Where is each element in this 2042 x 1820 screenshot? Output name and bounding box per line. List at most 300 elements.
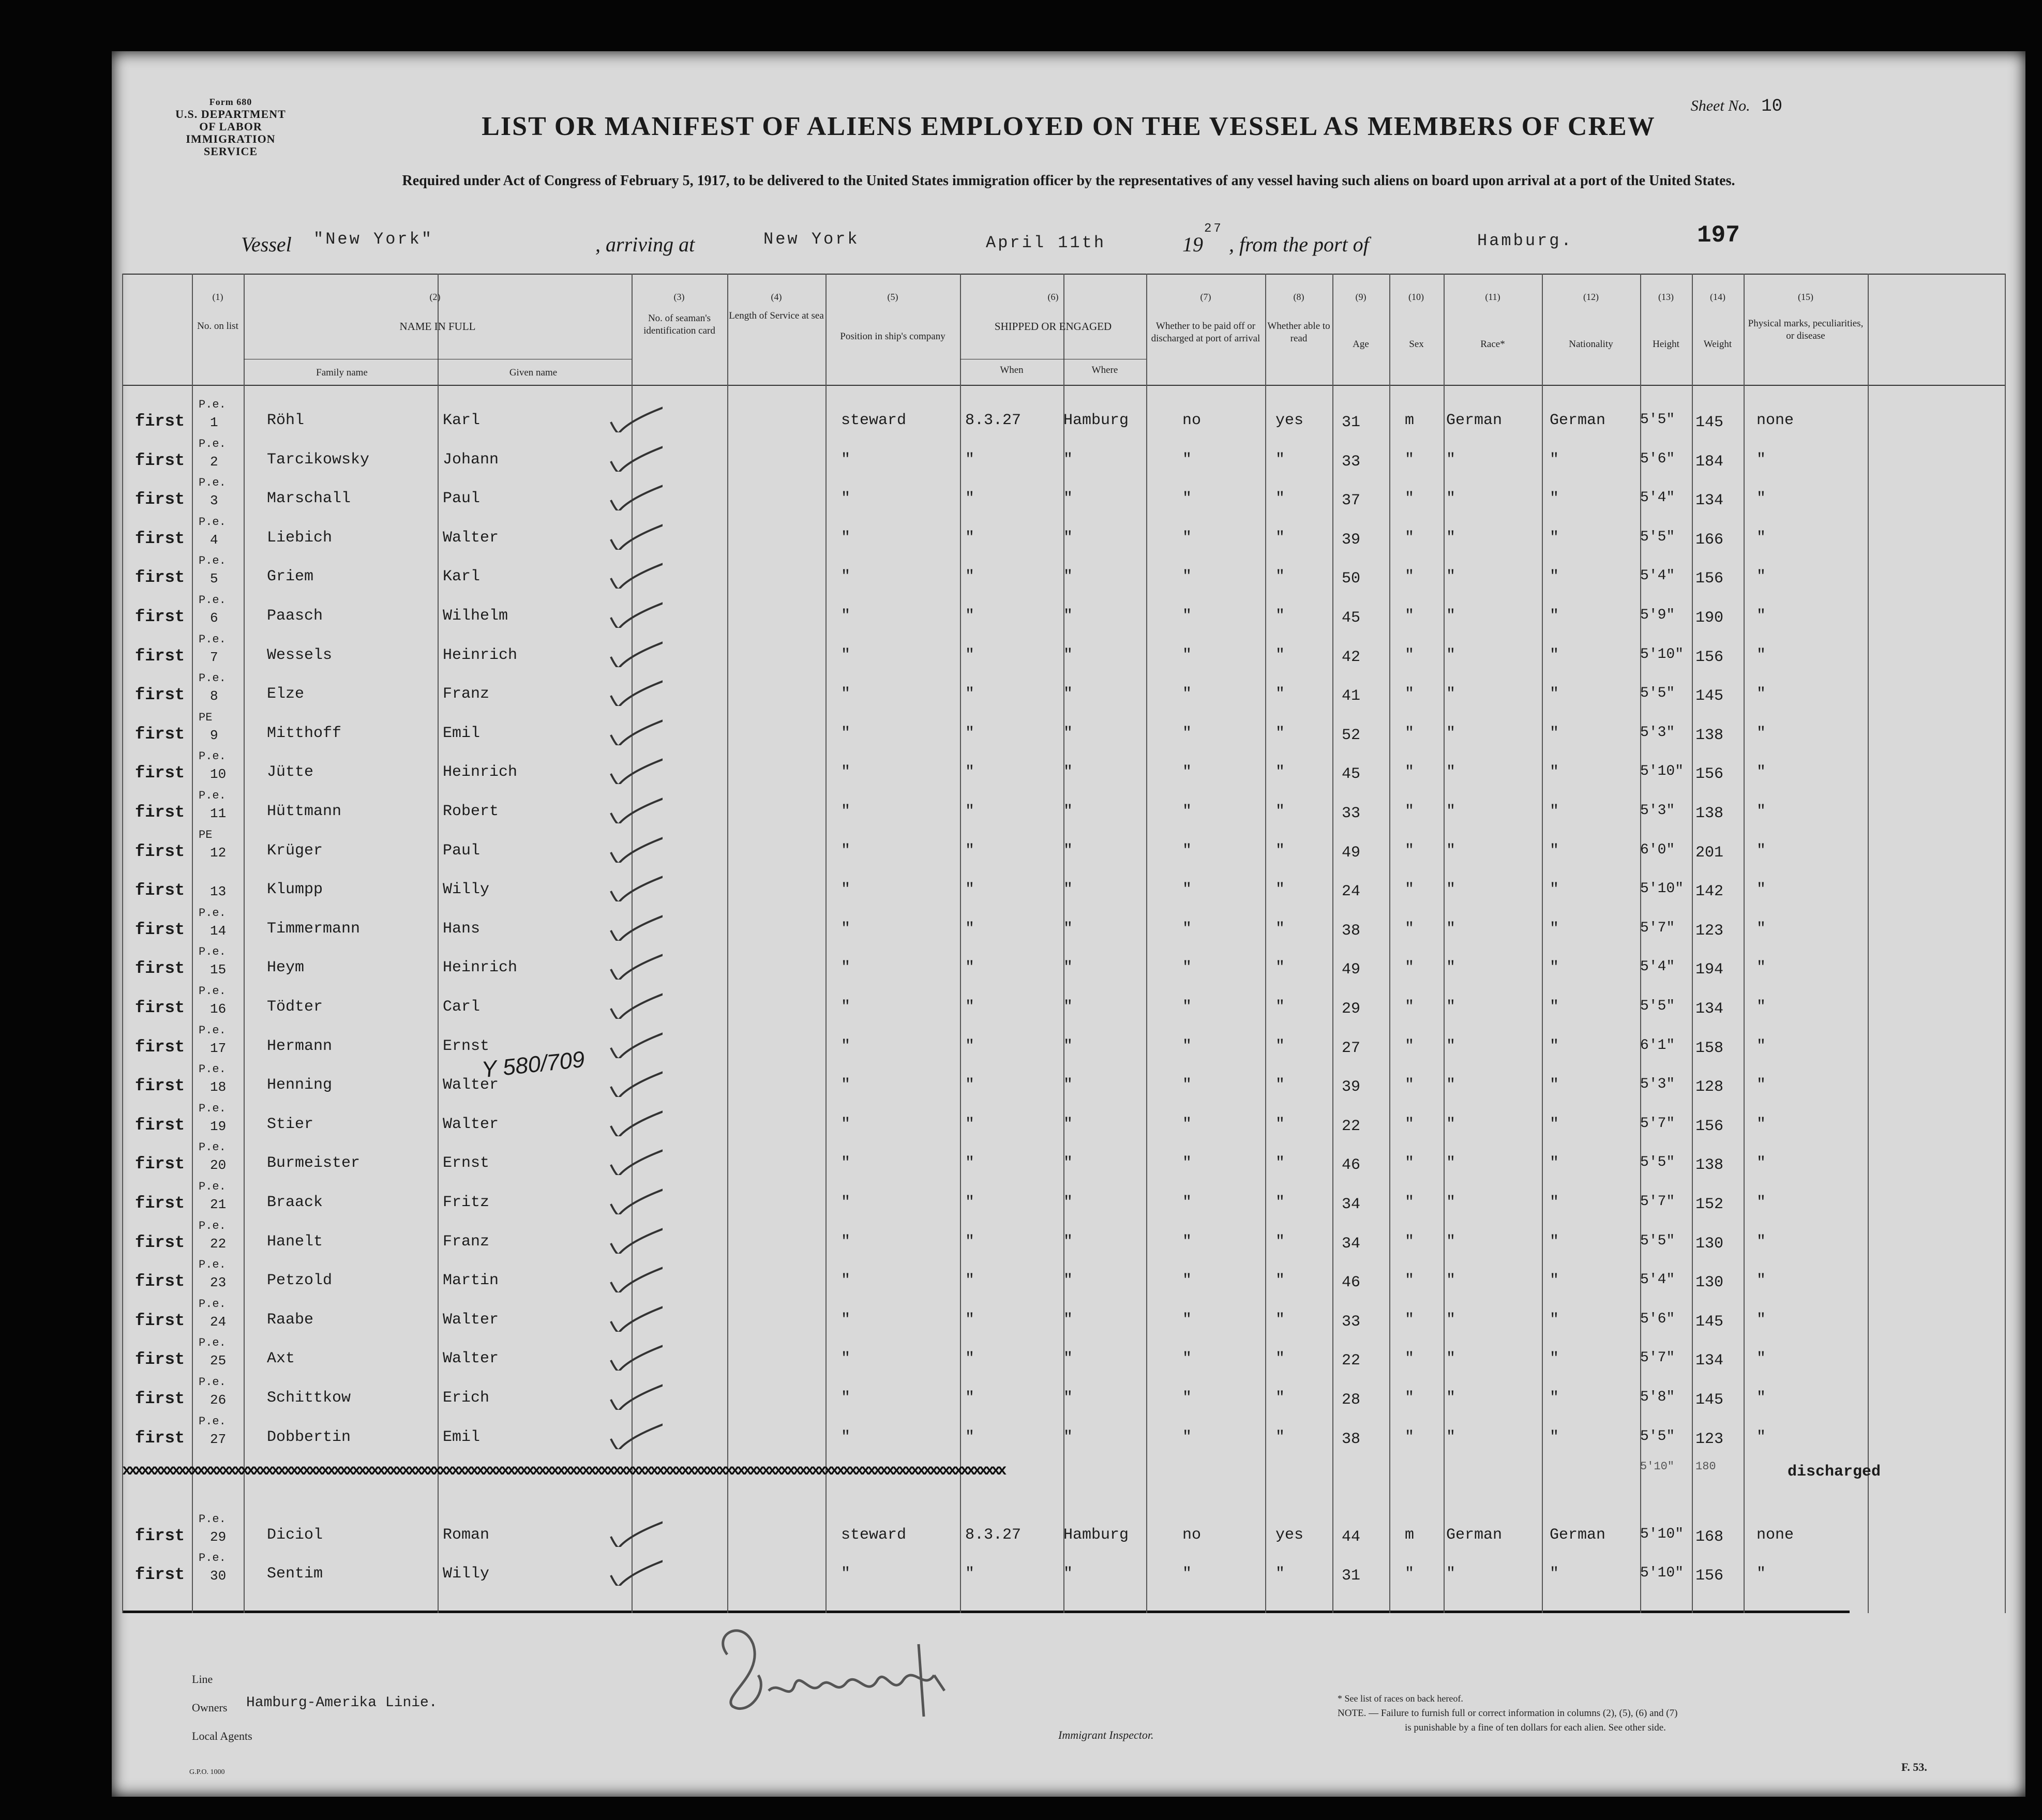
row-age: 41 bbox=[1342, 687, 1361, 705]
check-mark bbox=[600, 670, 663, 706]
check-mark bbox=[600, 435, 663, 472]
check-mark bbox=[600, 983, 663, 1019]
row-age: 33 bbox=[1342, 453, 1361, 471]
row-paid-off-ditto: " bbox=[1182, 568, 1192, 585]
row-nationality-ditto: " bbox=[1550, 451, 1559, 469]
inspector-label: Immigrant Inspector. bbox=[1058, 1728, 1154, 1741]
row-number: 14 bbox=[210, 923, 227, 939]
row-age: 22 bbox=[1342, 1352, 1361, 1370]
column-rule bbox=[1692, 274, 1693, 1613]
row-family-name: Raabe bbox=[267, 1311, 314, 1329]
row-number: 7 bbox=[210, 650, 218, 665]
row-weight: 134 bbox=[1695, 492, 1724, 509]
row-nationality: German bbox=[1550, 1526, 1606, 1544]
row-nationality-ditto: " bbox=[1550, 529, 1559, 547]
row-when-ditto: " bbox=[965, 1350, 975, 1367]
check-mark bbox=[600, 1511, 663, 1547]
row-nationality-ditto: " bbox=[1550, 1194, 1559, 1211]
row-sex-ditto: " bbox=[1405, 959, 1415, 976]
row-height: 5'4" bbox=[1640, 959, 1675, 975]
row-number: 8 bbox=[210, 688, 218, 704]
row-race-ditto: " bbox=[1446, 1389, 1456, 1407]
row-where-ditto: " bbox=[1063, 1428, 1073, 1446]
col-physical-marks: Physical marks, peculiarities, or disease bbox=[1748, 318, 1864, 341]
row-where-ditto: " bbox=[1063, 1116, 1073, 1133]
check-mark bbox=[600, 474, 663, 510]
row-physical-marks-ditto: " bbox=[1756, 685, 1766, 703]
row-where-ditto: " bbox=[1063, 1272, 1073, 1289]
check-mark bbox=[600, 709, 663, 745]
row-height: 5'5" bbox=[1640, 998, 1675, 1014]
col-height: Height bbox=[1653, 339, 1679, 350]
row-family-name: Röhl bbox=[267, 412, 305, 429]
row-weight: 134 bbox=[1695, 1000, 1724, 1018]
row-when-ditto: " bbox=[965, 1037, 975, 1055]
row-where: Hamburg bbox=[1063, 1526, 1129, 1544]
manifest-page bbox=[112, 51, 2025, 1797]
row-number: 12 bbox=[210, 845, 227, 861]
column-rule bbox=[438, 274, 439, 1613]
row-race-ditto: " bbox=[1446, 490, 1456, 507]
footer-line-label: Line bbox=[192, 1673, 213, 1686]
footer-agents-label: Local Agents bbox=[192, 1729, 252, 1742]
col-no-on-list: No. on list bbox=[197, 321, 238, 332]
row-category: first bbox=[135, 490, 185, 509]
row-where-ditto: " bbox=[1063, 998, 1073, 1016]
row-height: 5'7" bbox=[1640, 1194, 1675, 1210]
row-physical-marks-ditto: " bbox=[1756, 1428, 1766, 1446]
from-port: Hamburg. bbox=[1477, 231, 1573, 250]
row-position-ditto: " bbox=[841, 607, 851, 625]
row-position-ditto: " bbox=[841, 685, 851, 703]
row-sex-ditto: " bbox=[1405, 607, 1415, 625]
row-position-ditto: " bbox=[841, 1565, 851, 1583]
vessel-name: "New York" bbox=[313, 230, 434, 249]
row-physical-marks-ditto: " bbox=[1756, 881, 1766, 898]
row-sex-ditto: " bbox=[1405, 568, 1415, 585]
row-given-name: Walter bbox=[443, 529, 499, 547]
row-height: 5'7" bbox=[1640, 1116, 1675, 1132]
column-number: (2) bbox=[429, 292, 441, 302]
column-number: (7) bbox=[1200, 292, 1211, 302]
row-age: 50 bbox=[1342, 570, 1361, 588]
row-category: first bbox=[135, 412, 185, 431]
check-mark bbox=[600, 748, 663, 784]
row-number: 6 bbox=[210, 610, 218, 626]
row-where-ditto: " bbox=[1063, 685, 1073, 703]
row-height: 5'7" bbox=[1640, 920, 1675, 936]
row-height: 5'4" bbox=[1640, 568, 1675, 584]
check-mark bbox=[600, 1061, 663, 1097]
row-when-ditto: " bbox=[965, 1389, 975, 1407]
row-age: 38 bbox=[1342, 1431, 1361, 1448]
row-weight: 156 bbox=[1695, 765, 1724, 783]
row-sex-ditto: " bbox=[1405, 1194, 1415, 1211]
row-race-ditto: " bbox=[1446, 451, 1456, 469]
signature-text: Bushman bbox=[712, 1721, 716, 1722]
column-rule bbox=[1332, 274, 1333, 1613]
row-physical-marks-ditto: " bbox=[1756, 998, 1766, 1016]
check-mark bbox=[600, 1550, 663, 1586]
row-weight: 130 bbox=[1695, 1235, 1724, 1253]
row-pe-mark: P.e. bbox=[199, 438, 226, 450]
row-physical-marks-ditto: " bbox=[1756, 1311, 1766, 1329]
row-number: 23 bbox=[210, 1275, 227, 1290]
row-sex-ditto: " bbox=[1405, 1272, 1415, 1289]
row-weight: 194 bbox=[1695, 961, 1724, 979]
check-mark bbox=[600, 1334, 663, 1371]
row-pe-mark: P.e. bbox=[199, 594, 226, 607]
row-sex-ditto: " bbox=[1405, 1037, 1415, 1055]
row-height: 5'5" bbox=[1640, 529, 1675, 545]
row-category: first bbox=[135, 1233, 185, 1252]
row-race-ditto: " bbox=[1446, 607, 1456, 625]
column-rule bbox=[960, 274, 961, 1613]
column-rule bbox=[825, 274, 827, 1613]
row-when-ditto: " bbox=[965, 1272, 975, 1289]
row-weight: 134 bbox=[1695, 1352, 1724, 1370]
row-race-ditto: " bbox=[1446, 959, 1456, 976]
row-height: 6'1" bbox=[1640, 1037, 1675, 1054]
row-sex-ditto: " bbox=[1405, 1311, 1415, 1329]
row-number: 16 bbox=[210, 1001, 227, 1017]
row-paid-off-ditto: " bbox=[1182, 803, 1192, 820]
row-height: 5'7" bbox=[1640, 1350, 1675, 1366]
row-height: 5'8" bbox=[1640, 1389, 1675, 1405]
row-category: first bbox=[135, 998, 185, 1017]
row-paid-off-ditto: " bbox=[1182, 451, 1192, 469]
row-weight: 190 bbox=[1695, 609, 1724, 627]
row-weight: 168 bbox=[1695, 1528, 1724, 1546]
row-height: 5'9" bbox=[1640, 607, 1675, 623]
row-family-name: Henning bbox=[267, 1076, 333, 1094]
row-paid-off-ditto: " bbox=[1182, 1154, 1192, 1172]
row-height: 5'6" bbox=[1640, 451, 1675, 467]
row-race-ditto: " bbox=[1446, 1350, 1456, 1367]
column-rule bbox=[1389, 274, 1390, 1613]
struck-row-discharged: discharged bbox=[1788, 1463, 1881, 1481]
service-name: IMMIGRATION SERVICE bbox=[186, 132, 276, 158]
column-number: (4) bbox=[771, 292, 782, 302]
row-able-read-ditto: " bbox=[1275, 998, 1285, 1016]
row-position-ditto: " bbox=[841, 1311, 851, 1329]
row-paid-off-ditto: " bbox=[1182, 920, 1192, 938]
row-given-name: Walter bbox=[443, 1076, 499, 1094]
row-category: first bbox=[135, 803, 185, 822]
row-when-ditto: " bbox=[965, 1311, 975, 1329]
row-family-name: Mitthoff bbox=[267, 725, 342, 742]
row-family-name: Hermann bbox=[267, 1037, 333, 1055]
check-mark bbox=[600, 1413, 663, 1449]
row-when-ditto: " bbox=[965, 607, 975, 625]
row-position-ditto: " bbox=[841, 842, 851, 860]
row-position-ditto: " bbox=[841, 959, 851, 976]
row-category: first bbox=[135, 881, 185, 900]
row-category: first bbox=[135, 568, 185, 587]
row-age: 33 bbox=[1342, 805, 1361, 822]
row-physical-marks-ditto: " bbox=[1756, 451, 1766, 469]
row-paid-off-ditto: " bbox=[1182, 1076, 1192, 1094]
column-number: (14) bbox=[1710, 292, 1725, 302]
row-given-name: Roman bbox=[443, 1526, 490, 1544]
row-pe-mark: P.e. bbox=[199, 1220, 226, 1232]
row-given-name: Walter bbox=[443, 1311, 499, 1329]
note-fine: is punishable by a fine of ten dollars for each alien. See other side. bbox=[1405, 1722, 1666, 1733]
row-where-ditto: " bbox=[1063, 1565, 1073, 1583]
row-paid-off-ditto: " bbox=[1182, 1116, 1192, 1133]
row-when-ditto: " bbox=[965, 1116, 975, 1133]
row-family-name: Stier bbox=[267, 1116, 314, 1133]
row-weight: 142 bbox=[1695, 883, 1724, 900]
row-weight: 128 bbox=[1695, 1078, 1724, 1096]
row-position-ditto: " bbox=[841, 763, 851, 781]
row-sex-ditto: " bbox=[1405, 1154, 1415, 1172]
row-category: first bbox=[135, 451, 185, 470]
check-mark bbox=[600, 1296, 663, 1332]
row-age: 31 bbox=[1342, 1567, 1361, 1585]
row-number: 22 bbox=[210, 1236, 227, 1252]
check-mark bbox=[600, 865, 663, 901]
row-nationality-ditto: " bbox=[1550, 1565, 1559, 1583]
row-pe-mark: P.e. bbox=[199, 1336, 226, 1349]
row-category: first bbox=[135, 1565, 185, 1584]
check-mark bbox=[600, 1256, 663, 1292]
row-where-ditto: " bbox=[1063, 881, 1073, 898]
row-age: 28 bbox=[1342, 1391, 1361, 1409]
row-where-ditto: " bbox=[1063, 1154, 1073, 1172]
column-rule bbox=[1444, 274, 1445, 1613]
row-weight: 138 bbox=[1695, 1156, 1724, 1174]
row-able-read-ditto: " bbox=[1275, 920, 1285, 938]
row-paid-off-ditto: " bbox=[1182, 1428, 1192, 1446]
row-height: 5'5" bbox=[1640, 1233, 1675, 1249]
row-number: 18 bbox=[210, 1079, 227, 1095]
row-position: steward bbox=[841, 1526, 907, 1544]
year-value: 27 bbox=[1204, 222, 1223, 236]
row-position-ditto: " bbox=[841, 1194, 851, 1211]
row-given-name: Emil bbox=[443, 725, 481, 742]
row-nationality-ditto: " bbox=[1550, 1350, 1559, 1367]
row-height: 5'6" bbox=[1640, 1311, 1675, 1327]
inspector-signature bbox=[712, 1613, 960, 1727]
row-able-read-ditto: " bbox=[1275, 1076, 1285, 1094]
row-category: first bbox=[135, 920, 185, 939]
row-number: 5 bbox=[210, 571, 218, 586]
row-paid-off-ditto: " bbox=[1182, 1311, 1192, 1329]
row-number: 19 bbox=[210, 1119, 227, 1134]
row-position: steward bbox=[841, 412, 907, 429]
row-age: 39 bbox=[1342, 1078, 1361, 1096]
note-races: * See list of races on back hereof. bbox=[1338, 1693, 1463, 1704]
row-number: 26 bbox=[210, 1392, 227, 1408]
department-name: U.S. DEPARTMENT OF LABOR bbox=[175, 108, 286, 133]
row-weight: 130 bbox=[1695, 1274, 1724, 1291]
form-number: Form 680 bbox=[209, 97, 252, 107]
row-age: 31 bbox=[1342, 414, 1361, 431]
row-when-ditto: " bbox=[965, 646, 975, 664]
row-sex-ditto: " bbox=[1405, 998, 1415, 1016]
col-name-in-full: NAME IN FULL bbox=[399, 320, 476, 333]
row-number: 11 bbox=[210, 806, 227, 821]
row-height: 5'5" bbox=[1640, 412, 1675, 428]
column-rule bbox=[122, 274, 123, 1613]
row-race-ditto: " bbox=[1446, 998, 1456, 1016]
row-where-ditto: " bbox=[1063, 1037, 1073, 1055]
row-position-ditto: " bbox=[841, 568, 851, 585]
row-when-ditto: " bbox=[965, 529, 975, 547]
row-when-ditto: " bbox=[965, 1194, 975, 1211]
row-physical-marks-ditto: " bbox=[1756, 803, 1766, 820]
row-where-ditto: " bbox=[1063, 646, 1073, 664]
row-family-name: Marschall bbox=[267, 490, 351, 507]
row-sex-ditto: " bbox=[1405, 685, 1415, 703]
row-given-name: Erich bbox=[443, 1389, 490, 1407]
row-nationality-ditto: " bbox=[1550, 1154, 1559, 1172]
row-age: 34 bbox=[1342, 1235, 1361, 1253]
row-sex-ditto: " bbox=[1405, 1389, 1415, 1407]
row-nationality-ditto: " bbox=[1550, 881, 1559, 898]
row-age: 46 bbox=[1342, 1156, 1361, 1174]
row-weight: 166 bbox=[1695, 531, 1724, 549]
footer-owners-value: Hamburg-Amerika Linie. bbox=[246, 1695, 438, 1711]
row-given-name: Hans bbox=[443, 920, 481, 938]
row-physical-marks-ditto: " bbox=[1756, 725, 1766, 742]
row-given-name: Karl bbox=[443, 568, 481, 585]
column-rule bbox=[1063, 274, 1064, 1613]
row-weight: 156 bbox=[1695, 570, 1724, 588]
column-rule bbox=[1640, 274, 1641, 1613]
row-weight: 145 bbox=[1695, 1391, 1724, 1409]
row-age: 38 bbox=[1342, 922, 1361, 940]
row-height: 5'10" bbox=[1640, 881, 1684, 897]
row-when-ditto: " bbox=[965, 842, 975, 860]
row-paid-off-ditto: " bbox=[1182, 1194, 1192, 1211]
row-able-read-ditto: " bbox=[1275, 725, 1285, 742]
row-age: 49 bbox=[1342, 961, 1361, 979]
row-number: 10 bbox=[210, 766, 227, 782]
row-number: 29 bbox=[210, 1529, 227, 1545]
row-given-name: Fritz bbox=[443, 1194, 490, 1211]
row-able-read-ditto: " bbox=[1275, 1194, 1285, 1211]
footer-owners-label: Owners bbox=[192, 1701, 228, 1714]
row-physical-marks-ditto: " bbox=[1756, 1233, 1766, 1251]
row-family-name: Axt bbox=[267, 1350, 295, 1367]
row-when-ditto: " bbox=[965, 685, 975, 703]
row-nationality-ditto: " bbox=[1550, 842, 1559, 860]
row-nationality-ditto: " bbox=[1550, 725, 1559, 742]
row-weight: 184 bbox=[1695, 453, 1724, 471]
column-number: (12) bbox=[1583, 292, 1599, 302]
row-nationality-ditto: " bbox=[1550, 1311, 1559, 1329]
row-paid-off-ditto: " bbox=[1182, 1565, 1192, 1583]
check-mark bbox=[600, 1139, 663, 1175]
row-number: 9 bbox=[210, 728, 218, 743]
row-position-ditto: " bbox=[841, 1116, 851, 1133]
row-weight: 152 bbox=[1695, 1196, 1724, 1213]
row-pe-mark: P.e. bbox=[199, 554, 226, 567]
from-port-label: , from the port of bbox=[1229, 233, 1369, 256]
row-nationality-ditto: " bbox=[1550, 959, 1559, 976]
row-race: German bbox=[1446, 412, 1503, 429]
row-weight: 201 bbox=[1695, 844, 1724, 862]
row-race-ditto: " bbox=[1446, 646, 1456, 664]
row-race-ditto: " bbox=[1446, 1233, 1456, 1251]
row-family-name: Tarcikowsky bbox=[267, 451, 370, 469]
row-race-ditto: " bbox=[1446, 920, 1456, 938]
check-mark bbox=[600, 514, 663, 550]
row-given-name: Heinrich bbox=[443, 959, 518, 976]
row-pe-mark: P.e. bbox=[199, 1063, 226, 1076]
column-rule bbox=[1542, 274, 1543, 1613]
row-weight: 123 bbox=[1695, 1431, 1724, 1448]
row-pe-mark: P.e. bbox=[199, 985, 226, 998]
row-family-name: Dobbertin bbox=[267, 1428, 351, 1446]
check-mark bbox=[600, 787, 663, 823]
row-nationality-ditto: " bbox=[1550, 607, 1559, 625]
row-when-ditto: " bbox=[965, 1565, 975, 1583]
row-paid-off-ditto: " bbox=[1182, 529, 1192, 547]
row-nationality-ditto: " bbox=[1550, 1389, 1559, 1407]
row-sex-ditto: " bbox=[1405, 1233, 1415, 1251]
row-family-name: Burmeister bbox=[267, 1154, 361, 1172]
row-family-name: Petzold bbox=[267, 1272, 333, 1289]
row-category: first bbox=[135, 1154, 185, 1174]
row-pe-mark: P.e. bbox=[199, 750, 226, 763]
row-age: 34 bbox=[1342, 1196, 1361, 1213]
row-pe-mark: P.e. bbox=[199, 1024, 226, 1037]
row-category: first bbox=[135, 1076, 185, 1095]
row-position-ditto: " bbox=[841, 1389, 851, 1407]
row-paid-off-ditto: " bbox=[1182, 1350, 1192, 1367]
row-physical-marks-ditto: " bbox=[1756, 1037, 1766, 1055]
row-family-name: Klumpp bbox=[267, 881, 323, 898]
row-when-ditto: " bbox=[965, 959, 975, 976]
arriving-label: , arriving at bbox=[595, 233, 695, 256]
form-code: F. 53. bbox=[1901, 1761, 1927, 1773]
row-pe-mark: P.e. bbox=[199, 476, 226, 489]
arrival-port: New York bbox=[763, 230, 860, 249]
row-physical-marks-ditto: " bbox=[1756, 1076, 1766, 1094]
row-weight: 145 bbox=[1695, 1313, 1724, 1331]
row-number: 17 bbox=[210, 1041, 227, 1056]
row-able-read-ditto: " bbox=[1275, 1311, 1285, 1329]
row-able-read-ditto: " bbox=[1275, 959, 1285, 976]
col-shipped: SHIPPED OR ENGAGED bbox=[994, 320, 1112, 333]
column-number: (8) bbox=[1293, 292, 1304, 302]
row-where-ditto: " bbox=[1063, 1311, 1073, 1329]
row-height: 5'5" bbox=[1640, 1428, 1675, 1445]
row-family-name: Schittkow bbox=[267, 1389, 351, 1407]
row-number: 15 bbox=[210, 962, 227, 977]
sheet-label: Sheet No. bbox=[1690, 97, 1750, 114]
row-family-name: Elze bbox=[267, 685, 305, 703]
row-able-read-ditto: " bbox=[1275, 529, 1285, 547]
row-weight: 156 bbox=[1695, 1567, 1724, 1585]
row-race-ditto: " bbox=[1446, 529, 1456, 547]
row-physical-marks-ditto: " bbox=[1756, 842, 1766, 860]
row-nationality-ditto: " bbox=[1550, 1116, 1559, 1133]
row-physical-marks-ditto: " bbox=[1756, 646, 1766, 664]
row-when-ditto: " bbox=[965, 490, 975, 507]
row-given-name: Robert bbox=[443, 803, 499, 820]
row-where-ditto: " bbox=[1063, 842, 1073, 860]
year-label: 19 bbox=[1182, 233, 1203, 256]
row-paid-off-ditto: " bbox=[1182, 685, 1192, 703]
col-length-service: Length of Service at sea bbox=[729, 310, 824, 321]
column-number: (1) bbox=[212, 292, 223, 302]
struck-row-crossout: xxxxxxxxxxxxxxxxxxxxxxxxxxxxxxxxxxxxxxxxxxxxxxxxxxxxxxxxxxxxxxxxxxxxxxxxxxxxxxxxxxxxxxxxxxxxxxxxxxxxxxxxxxxxxxxxxxxxxxxxxxxxxxxxxxxxxxxxxxxxxx bbox=[122, 1462, 1004, 1480]
row-paid-off-ditto: " bbox=[1182, 1037, 1192, 1055]
